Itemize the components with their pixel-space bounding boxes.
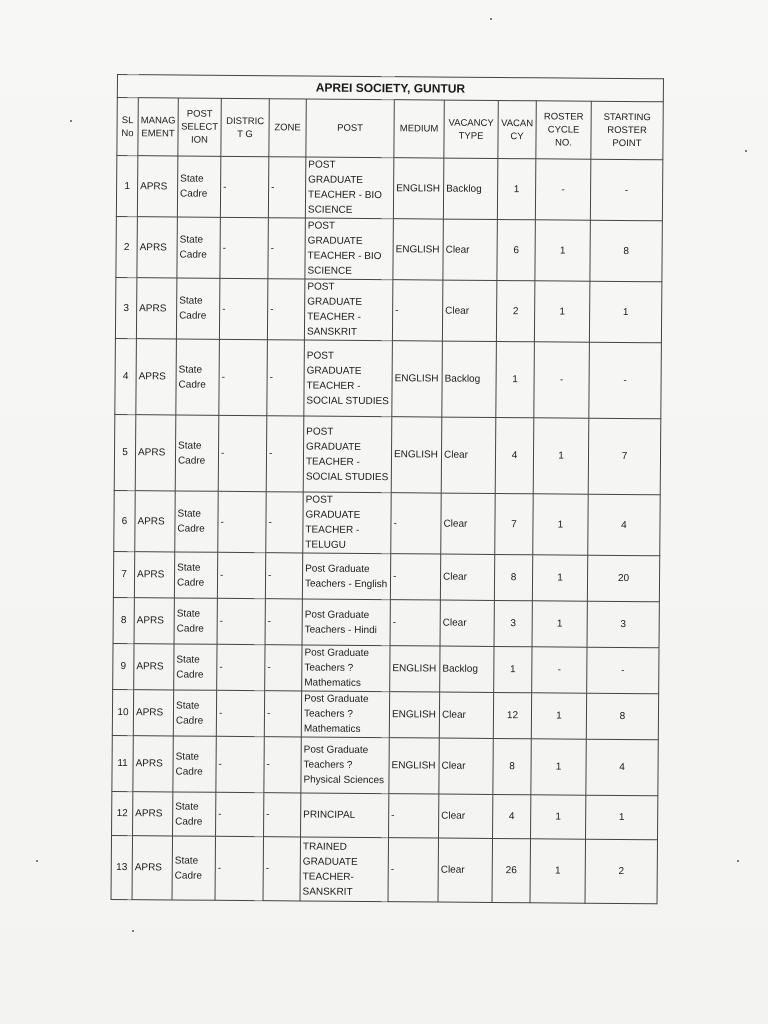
row-roster-cycle: 1 bbox=[535, 220, 590, 281]
row-management: APRS bbox=[135, 415, 176, 491]
row-medium: - bbox=[392, 280, 442, 341]
scan-speck bbox=[737, 860, 739, 862]
row-medium: - bbox=[388, 838, 439, 902]
row-vacancy-type: Clear bbox=[439, 692, 493, 738]
row-sl: 5 bbox=[114, 414, 136, 490]
row-post: POST GRADUATE TEACHER - TELUGU bbox=[303, 492, 391, 554]
scan-speck bbox=[745, 150, 747, 152]
table-row bbox=[116, 156, 662, 221]
row-district: - bbox=[219, 339, 268, 415]
row-starting-roster: 3 bbox=[587, 601, 659, 648]
row-sl: 10 bbox=[112, 689, 133, 735]
row-vacancy-type: Clear bbox=[439, 738, 493, 794]
row-starting-roster: 20 bbox=[587, 555, 659, 602]
row-district: - bbox=[216, 736, 264, 792]
row-post: PRINCIPAL bbox=[301, 793, 389, 838]
row-vacancy-type: Backlog bbox=[443, 158, 497, 219]
row-district: - bbox=[216, 690, 264, 736]
table-row bbox=[111, 835, 658, 903]
row-sl: 12 bbox=[112, 791, 133, 835]
vacancy-table bbox=[111, 74, 664, 904]
row-starting-roster: 1 bbox=[586, 795, 658, 840]
table-row bbox=[112, 689, 658, 739]
table-container bbox=[111, 74, 663, 896]
header-roster-cycle: ROSTER CYCLE NO. bbox=[536, 101, 591, 159]
row-zone: - bbox=[267, 340, 305, 416]
table-body bbox=[111, 156, 663, 904]
header-post: POST bbox=[306, 99, 394, 158]
row-medium: ENGLISH bbox=[393, 219, 443, 280]
row-post-selection: State Cadre bbox=[177, 156, 220, 217]
row-post-selection: State Cadre bbox=[173, 736, 216, 792]
scan-speck bbox=[132, 930, 134, 932]
row-post: Post Graduate Teachers - English bbox=[302, 553, 390, 600]
row-starting-roster: - bbox=[589, 342, 662, 419]
row-vacancy-type: Clear bbox=[442, 280, 496, 341]
table-row bbox=[114, 490, 660, 555]
row-district: - bbox=[219, 278, 267, 339]
row-management: APRS bbox=[132, 836, 173, 900]
row-sl: 13 bbox=[111, 835, 133, 899]
row-starting-roster: 4 bbox=[586, 739, 658, 796]
row-post-selection: State Cadre bbox=[174, 598, 217, 644]
row-post: POST GRADUATE TEACHER - SOCIAL STUDIES bbox=[304, 340, 393, 417]
row-vacancy: 1 bbox=[494, 646, 532, 692]
row-roster-cycle: 1 bbox=[531, 795, 586, 839]
row-vacancy: 4 bbox=[493, 794, 531, 838]
scan-speck bbox=[70, 120, 72, 122]
row-zone: - bbox=[266, 416, 304, 492]
row-zone: - bbox=[265, 553, 302, 599]
row-zone: - bbox=[264, 793, 301, 837]
row-roster-cycle: 1 bbox=[531, 693, 586, 739]
row-sl: 3 bbox=[115, 277, 136, 338]
header-management: MANAG EMENT bbox=[138, 98, 178, 156]
row-post: Post Graduate Teachers - Hindi bbox=[302, 599, 390, 646]
row-vacancy-type: Clear bbox=[441, 493, 495, 554]
row-roster-cycle: 1 bbox=[532, 555, 587, 601]
row-management: APRS bbox=[136, 278, 176, 339]
scan-speck bbox=[36, 860, 38, 862]
row-zone: - bbox=[268, 157, 305, 218]
row-post: POST GRADUATE TEACHER - BIO SCIENCE bbox=[305, 157, 393, 219]
row-starting-roster: 1 bbox=[589, 281, 661, 343]
table-row bbox=[112, 791, 658, 839]
header-zone: ZONE bbox=[269, 99, 306, 157]
row-post: POST GRADUATE TEACHER - SANSKRIT bbox=[304, 279, 392, 341]
row-zone: - bbox=[268, 218, 305, 279]
row-medium: ENGLISH bbox=[391, 417, 442, 493]
row-vacancy: 4 bbox=[495, 417, 534, 493]
row-vacancy: 12 bbox=[493, 692, 531, 738]
row-roster-cycle: - bbox=[534, 342, 590, 418]
row-management: APRS bbox=[133, 690, 173, 736]
row-sl: 1 bbox=[116, 156, 137, 217]
row-vacancy: 2 bbox=[496, 280, 534, 341]
row-vacancy: 1 bbox=[496, 341, 535, 417]
row-starting-roster: 7 bbox=[588, 418, 661, 495]
row-district: - bbox=[217, 598, 265, 644]
row-roster-cycle: 1 bbox=[530, 839, 586, 903]
row-sl: 9 bbox=[113, 643, 134, 689]
row-management: APRS bbox=[135, 491, 175, 552]
table-row bbox=[115, 338, 662, 418]
row-district: - bbox=[217, 552, 265, 598]
header-vacancy: VACAN CY bbox=[498, 100, 536, 158]
row-medium: - bbox=[391, 493, 441, 554]
row-zone: - bbox=[266, 492, 303, 553]
row-vacancy-type: Backlog bbox=[440, 646, 494, 692]
row-district: - bbox=[220, 156, 268, 217]
header-vacancy-type: VACANCY TYPE bbox=[444, 100, 498, 158]
row-management: APRS bbox=[134, 552, 174, 598]
row-management: APRS bbox=[136, 339, 177, 415]
row-district: - bbox=[220, 217, 268, 278]
row-roster-cycle: - bbox=[532, 647, 587, 693]
row-medium: ENGLISH bbox=[390, 646, 440, 692]
row-vacancy-type: Clear bbox=[441, 417, 496, 493]
row-starting-roster: - bbox=[587, 647, 659, 694]
row-management: APRS bbox=[134, 598, 174, 644]
row-zone: - bbox=[265, 645, 302, 691]
row-sl: 4 bbox=[115, 338, 137, 414]
row-medium: ENGLISH bbox=[389, 738, 439, 794]
row-vacancy: 7 bbox=[495, 493, 533, 554]
row-roster-cycle: 1 bbox=[532, 601, 587, 647]
row-zone: - bbox=[263, 837, 301, 901]
table-row bbox=[113, 597, 659, 647]
row-post-selection: State Cadre bbox=[173, 690, 216, 736]
row-roster-cycle: - bbox=[535, 159, 590, 220]
row-vacancy: 3 bbox=[494, 600, 532, 646]
header-row bbox=[117, 98, 663, 160]
table-row bbox=[113, 643, 659, 693]
row-management: APRS bbox=[134, 644, 174, 690]
row-post-selection: State Cadre bbox=[175, 415, 219, 491]
row-starting-roster: 4 bbox=[588, 494, 660, 556]
row-medium: ENGLISH bbox=[393, 158, 443, 219]
row-post: TRAINED GRADUATE TEACHER- SANSKRIT bbox=[300, 837, 388, 902]
row-starting-roster: 8 bbox=[590, 220, 662, 282]
row-post-selection: State Cadre bbox=[173, 792, 216, 836]
row-sl: 6 bbox=[114, 490, 135, 551]
row-sl: 2 bbox=[116, 216, 137, 277]
row-roster-cycle: 1 bbox=[531, 739, 586, 795]
row-sl: 7 bbox=[113, 551, 134, 597]
row-post: Post Graduate Teachers ? Mathematics bbox=[302, 645, 390, 692]
table-row bbox=[112, 735, 658, 795]
scan-speck bbox=[490, 18, 492, 20]
row-management: APRS bbox=[133, 736, 173, 792]
row-medium: - bbox=[389, 794, 439, 838]
row-medium: - bbox=[390, 600, 440, 646]
header-post-selection: POST SELECT ION bbox=[178, 98, 221, 156]
row-zone: - bbox=[264, 691, 301, 737]
row-district: - bbox=[218, 415, 267, 491]
header-medium: MEDIUM bbox=[394, 100, 444, 158]
row-sl: 11 bbox=[112, 735, 133, 791]
row-vacancy-type: Clear bbox=[438, 838, 493, 902]
row-roster-cycle: 1 bbox=[533, 418, 589, 494]
row-vacancy: 6 bbox=[497, 219, 535, 280]
row-roster-cycle: 1 bbox=[533, 494, 588, 555]
table-row bbox=[116, 216, 662, 281]
table-row bbox=[113, 551, 659, 601]
table-title: APREI SOCIETY, GUNTUR bbox=[117, 75, 663, 102]
row-medium: ENGLISH bbox=[389, 692, 439, 738]
row-district: - bbox=[215, 836, 264, 900]
row-post-selection: State Cadre bbox=[172, 836, 216, 900]
row-vacancy-type: Clear bbox=[443, 219, 497, 280]
row-post-selection: State Cadre bbox=[176, 278, 219, 339]
table-row bbox=[115, 277, 661, 342]
row-starting-roster: 8 bbox=[586, 693, 658, 740]
row-vacancy: 8 bbox=[494, 554, 532, 600]
row-vacancy: 1 bbox=[497, 158, 535, 219]
row-sl: 8 bbox=[113, 597, 134, 643]
header-district: DISTRICT G bbox=[221, 98, 269, 156]
header-sl: SL No bbox=[117, 98, 138, 156]
row-vacancy-type: Backlog bbox=[442, 341, 497, 417]
row-post: POST GRADUATE TEACHER - SOCIAL STUDIES bbox=[303, 416, 392, 493]
row-roster-cycle: 1 bbox=[534, 281, 589, 342]
row-post-selection: State Cadre bbox=[174, 552, 217, 598]
row-management: APRS bbox=[137, 156, 177, 217]
row-district: - bbox=[218, 491, 266, 552]
row-post-selection: State Cadre bbox=[177, 217, 220, 278]
row-post: Post Graduate Teachers ? Physical Sciences bbox=[301, 737, 389, 794]
row-zone: - bbox=[265, 599, 302, 645]
row-post-selection: State Cadre bbox=[175, 491, 218, 552]
row-vacancy-type: Clear bbox=[439, 794, 493, 838]
header-starting-roster: STARTING ROSTER POINT bbox=[591, 101, 663, 160]
row-management: APRS bbox=[133, 792, 173, 836]
row-district: - bbox=[217, 644, 265, 690]
row-post-selection: State Cadre bbox=[176, 339, 220, 415]
row-vacancy-type: Clear bbox=[440, 554, 494, 600]
row-post: POST GRADUATE TEACHER - BIO SCIENCE bbox=[305, 218, 393, 280]
row-district: - bbox=[216, 792, 264, 836]
row-post-selection: State Cadre bbox=[174, 644, 217, 690]
row-starting-roster: 2 bbox=[585, 839, 658, 904]
row-zone: - bbox=[267, 279, 304, 340]
row-zone: - bbox=[264, 737, 301, 793]
row-vacancy: 8 bbox=[493, 738, 531, 794]
row-post: Post Graduate Teachers ? Mathematics bbox=[301, 691, 389, 738]
row-medium: ENGLISH bbox=[392, 341, 443, 417]
row-starting-roster: - bbox=[590, 159, 662, 221]
row-medium: - bbox=[390, 554, 440, 600]
table-row bbox=[114, 414, 661, 494]
row-management: APRS bbox=[137, 217, 177, 278]
row-vacancy: 26 bbox=[492, 838, 531, 902]
row-vacancy-type: Clear bbox=[440, 600, 494, 646]
